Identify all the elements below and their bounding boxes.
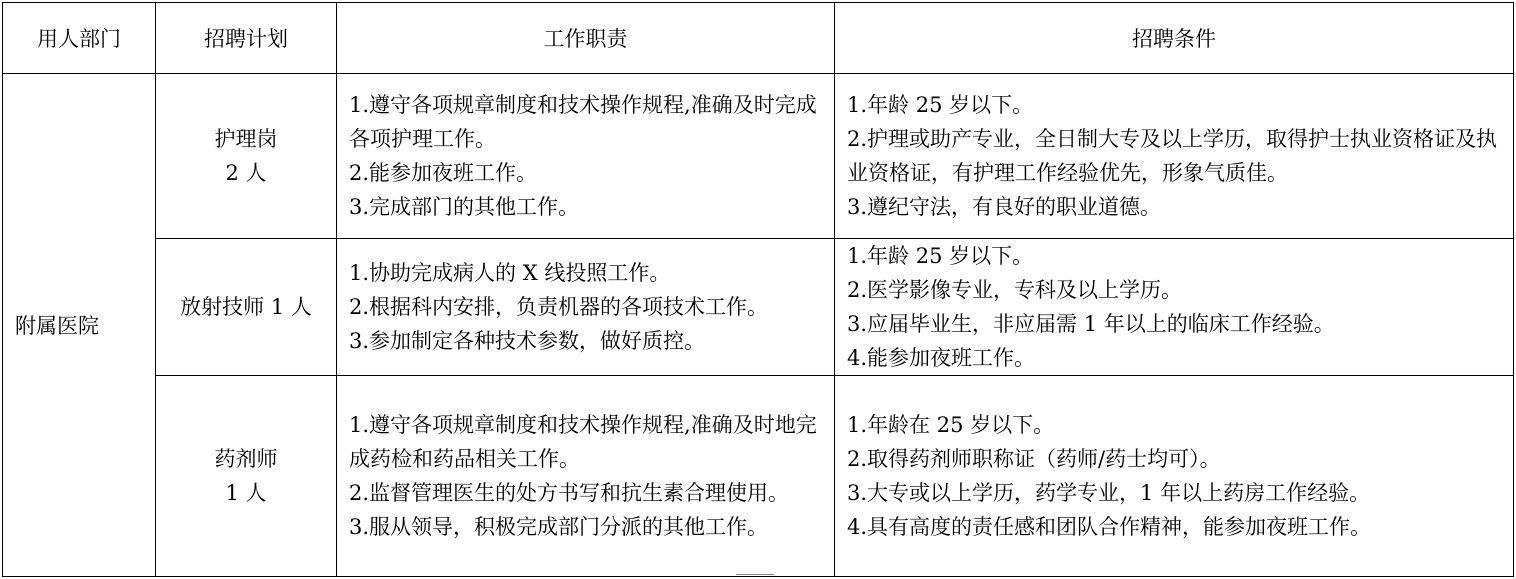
requirements-cell <box>835 376 1514 577</box>
plan-cell <box>156 239 337 376</box>
plan-line: 药剂师 <box>214 447 278 471</box>
header-department: 用人部门 <box>3 3 156 74</box>
plan-line: 1 人 <box>225 481 267 505</box>
department-cell: 附属医院 <box>3 74 156 577</box>
duty-item: 1.遵守各项规章制度和技术操作规程,准确及时地完成药检和药品相关工作。 <box>349 413 817 471</box>
header-duties: 工作职责 <box>337 3 835 74</box>
requirement-item: 3.大专或以上学历，药学专业，1 年以上药房工作经验。 <box>847 481 1371 505</box>
requirements-cell <box>835 239 1514 376</box>
requirements-cell <box>835 74 1514 239</box>
requirement-item: 2.取得药剂师职称证（药师/药士均可）。 <box>847 447 1221 471</box>
duty-item: 1.遵守各项规章制度和技术操作规程,准确及时完成各项护理工作。 <box>349 93 817 151</box>
requirement-item: 2.护理或助产专业，全日制大专及以上学历，取得护士执业资格证及执业资格证，有护理工作经验优先，形象气质佳。 <box>847 127 1498 185</box>
duty-item: 2.根据科内安排，负责机器的各项技术工作。 <box>349 295 769 319</box>
page-edge-mark <box>736 574 774 577</box>
duty-item: 2.监督管理医生的处方书写和抗生素合理使用。 <box>349 481 790 505</box>
requirement-item: 4.具有高度的责任感和团队合作精神，能参加夜班工作。 <box>847 515 1372 539</box>
duty-item: 3.完成部门的其他工作。 <box>349 195 580 219</box>
duties-cell <box>337 376 835 577</box>
duties-cell <box>337 239 835 376</box>
plan-line: 护理岗 <box>214 127 278 151</box>
duty-item: 3.参加制定各种技术参数，做好质控。 <box>349 329 706 353</box>
duty-item: 1.协助完成病人的 X 线投照工作。 <box>349 261 671 285</box>
table-row <box>3 239 1514 376</box>
duty-item: 3.服从领导，积极完成部门分派的其他工作。 <box>349 515 769 539</box>
plan-cell <box>156 74 337 239</box>
header-row <box>3 3 1514 74</box>
recruitment-table <box>2 2 1514 577</box>
requirement-item: 2.医学影像专业，专科及以上学历。 <box>847 278 1183 302</box>
requirement-item: 1.年龄 25 岁以下。 <box>847 244 1034 268</box>
requirement-item: 1.年龄 25 岁以下。 <box>847 93 1034 117</box>
plan-line: 2 人 <box>225 161 267 185</box>
plan-cell <box>156 376 337 577</box>
requirement-item: 3.遵纪守法，有良好的职业道德。 <box>847 195 1162 219</box>
duties-cell <box>337 74 835 239</box>
header-requirements: 招聘条件 <box>835 3 1514 74</box>
requirement-item: 4.能参加夜班工作。 <box>847 346 1036 370</box>
table-row <box>3 376 1514 577</box>
plan-line: 放射技师 1 人 <box>180 295 312 319</box>
table-row <box>3 74 1514 239</box>
duty-item: 2.能参加夜班工作。 <box>349 161 538 185</box>
header-plan: 招聘计划 <box>156 3 337 74</box>
requirement-item: 1.年龄在 25 岁以下。 <box>847 413 1055 437</box>
requirement-item: 3.应届毕业生，非应届需 1 年以上的临床工作经验。 <box>847 312 1335 336</box>
